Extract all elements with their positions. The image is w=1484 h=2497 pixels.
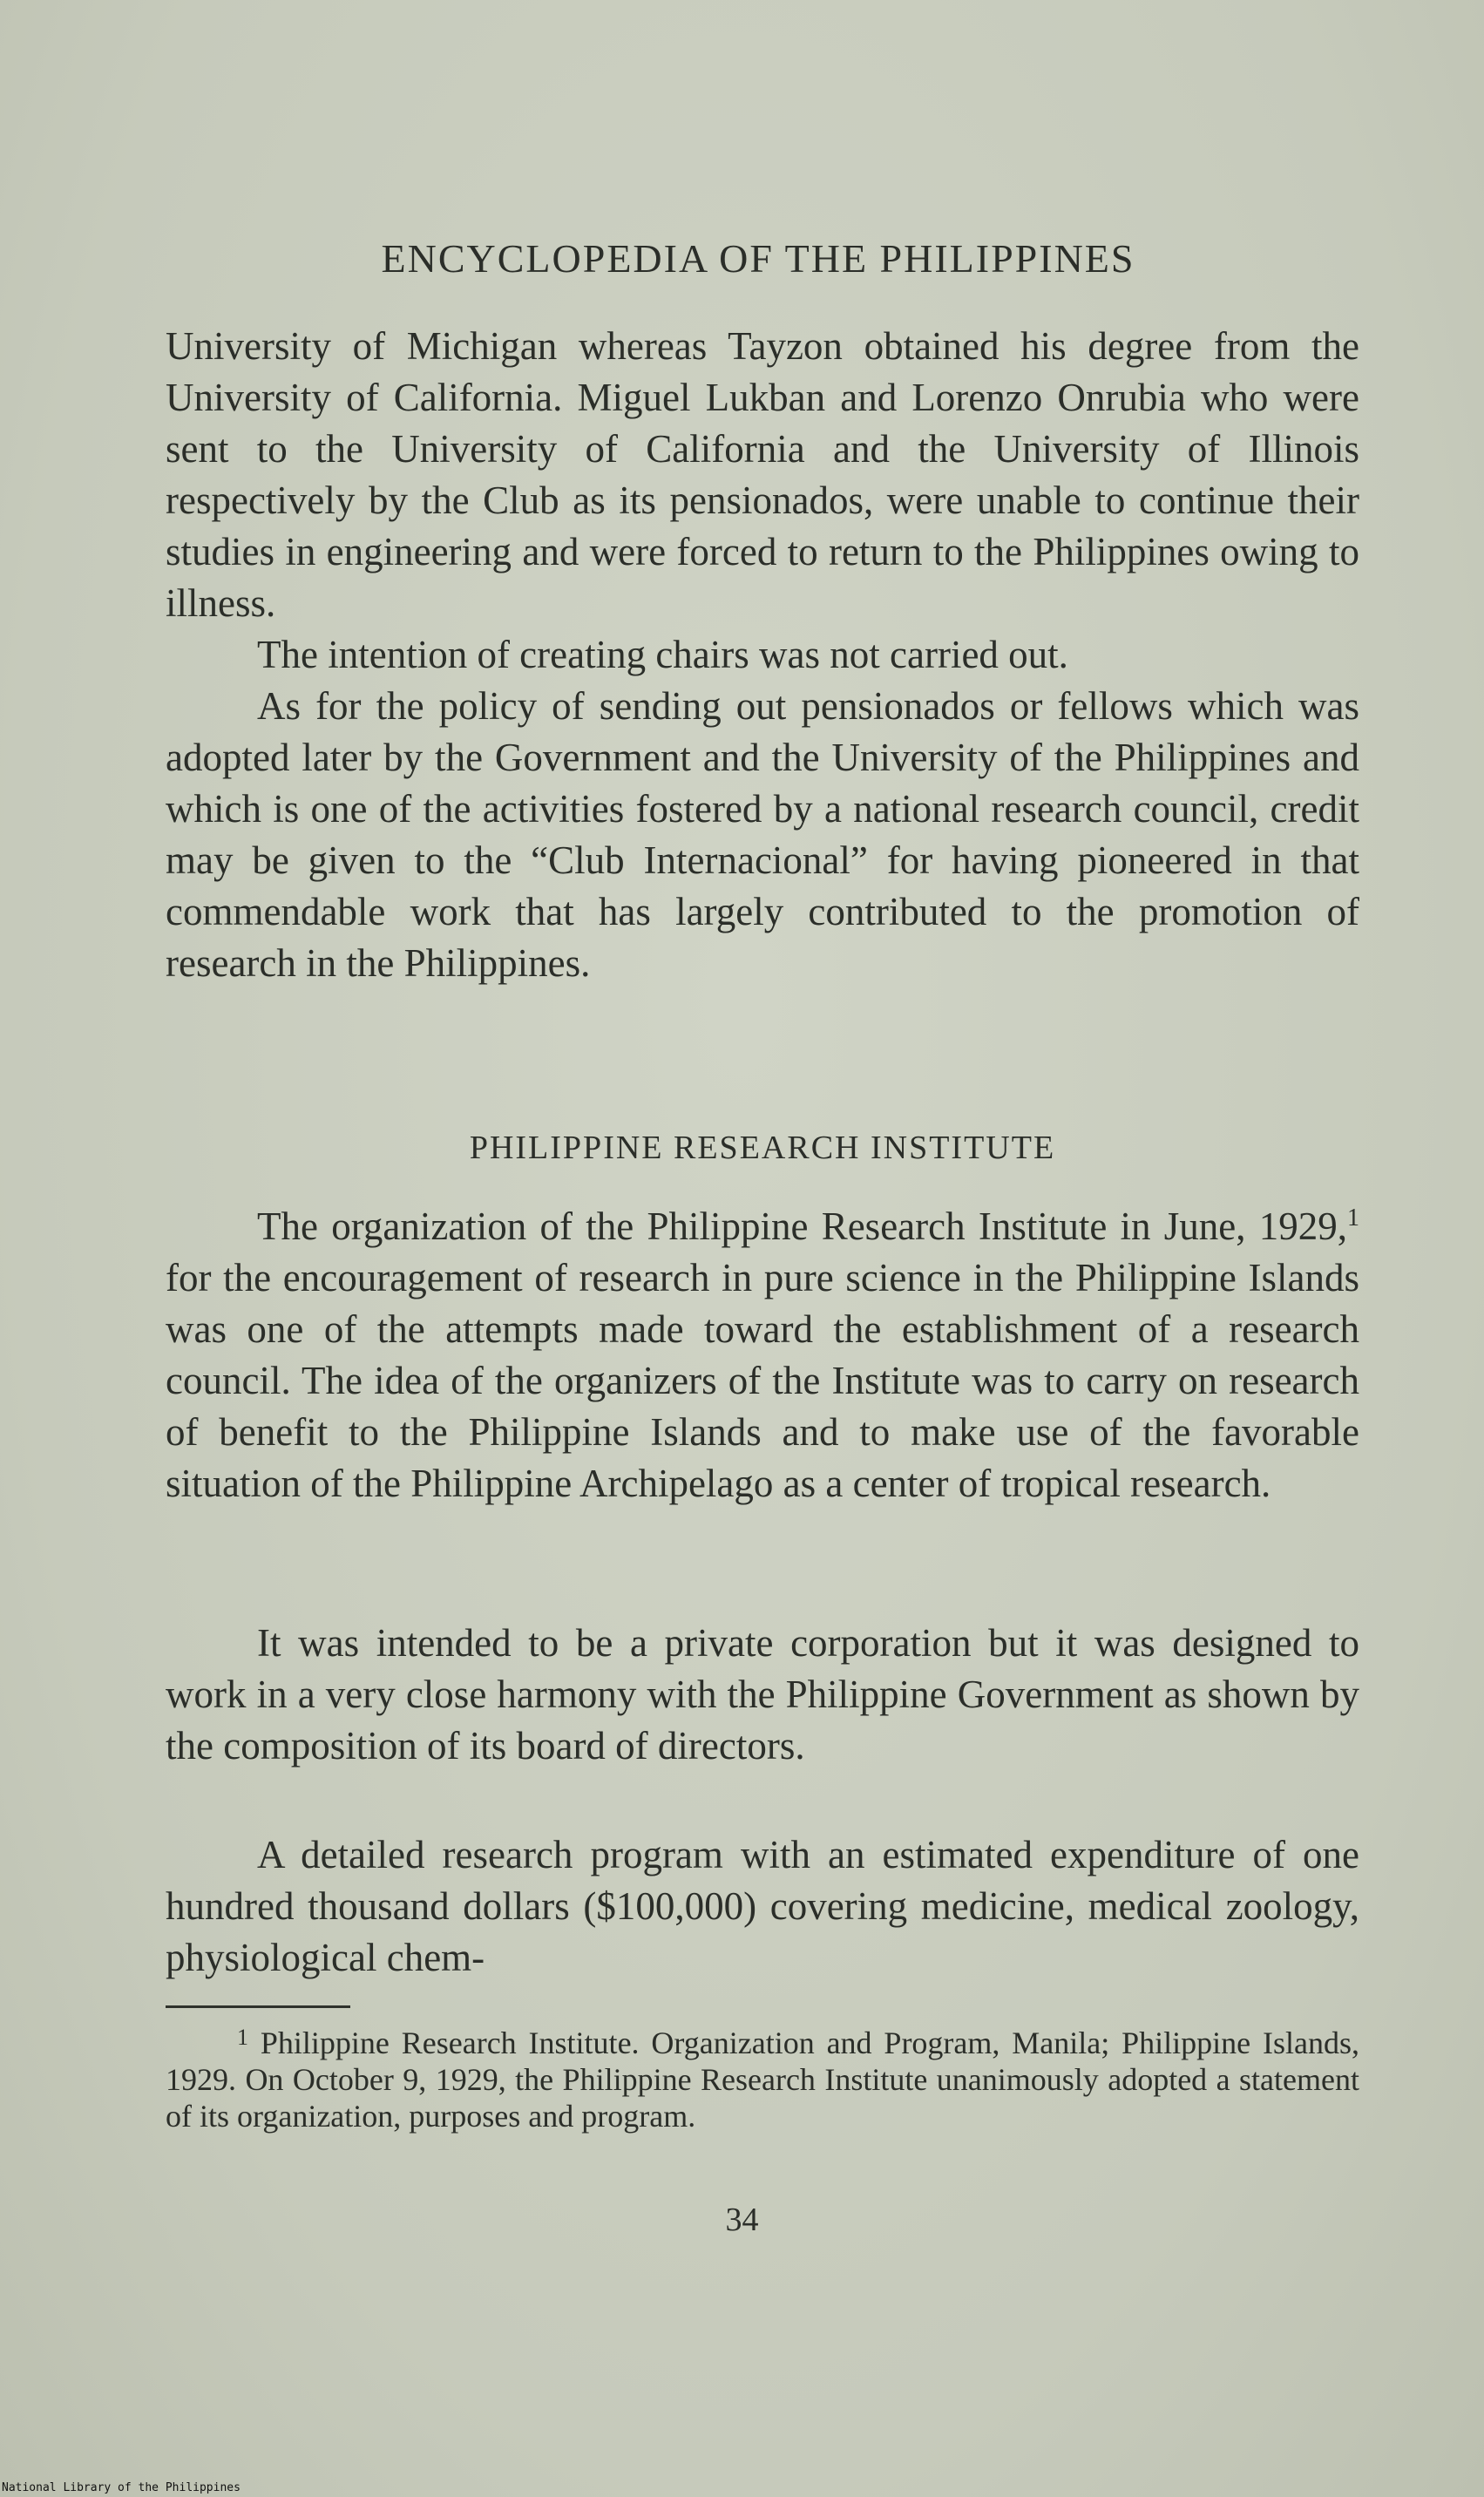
paragraph: The intention of creating chairs was not carried out. bbox=[257, 633, 1068, 676]
paragraph: University of Michigan whereas Tayzon obtained his degree from the University of California. Miguel Lukban and Lorenzo Onrubia who were sent to the University of California and the University of Illinois respectively by the Club as its pensionados, were unable to continue their studies in engineering and were forced to return to the Philippines owing to illness. bbox=[166, 324, 1359, 625]
footnote-mark: 1 bbox=[237, 2025, 248, 2050]
footnote-text: Philippine Research Institute. Organization and Program, Manila; Philippine Islands, 1929. On October 9, 1929, the Philippine Research Institute unanimously adopted a statement of its organization, purposes and program. bbox=[166, 2025, 1359, 2134]
paragraph: As for the policy of sending out pensionados or fellows which was adopted later by the Government and the University of the Philippines and which is one of the activities fostered by a national research council, credit may be given to the “Club Internacional” for having pioneered in that commendable work that has largely contributed to the promotion of research in the Philippines. bbox=[166, 684, 1359, 985]
footnote bbox=[166, 2019, 1359, 2134]
library-credit: National Library of the Philippines bbox=[2, 2481, 241, 2494]
running-head: ENCYCLOPEDIA OF THE PHILIPPINES bbox=[381, 236, 1135, 281]
body-text-section-3 bbox=[166, 1829, 1359, 1984]
page-number: 34 bbox=[725, 2202, 759, 2238]
paragraph-text: for the encouragement of research in pure science in the Philippine Islands was one of the attempts made toward the establishment of a research council. The idea of the organizers of the Institute was to carry on research of benefit to the Philippine Islands and to make use of the favorable situation of the Philippine Archipelago as a center of tropical research. bbox=[166, 1256, 1359, 1505]
section-heading: PHILIPPINE RESEARCH INSTITUTE bbox=[469, 1130, 1056, 1166]
body-text-section-2 bbox=[166, 1618, 1359, 1772]
footnote-rule bbox=[166, 2005, 350, 2008]
body-text-top bbox=[166, 321, 1359, 989]
paragraph bbox=[166, 1201, 1359, 1510]
paragraph-text: The organization of the Philippine Research Institute in June, 1929, bbox=[257, 1204, 1347, 1248]
paragraph: A detailed research program with an estimated expenditure of one hundred thousand dollars ($100,000) covering medicine, medical zoology, physiological chem- bbox=[166, 1833, 1359, 1979]
body-text-section bbox=[166, 1201, 1359, 1510]
paragraph: It was intended to be a private corporation but it was designed to work in a very close harmony with the Philippine Government as shown by the composition of its board of directors. bbox=[166, 1621, 1359, 1768]
footnote-reference: 1 bbox=[1347, 1204, 1359, 1232]
